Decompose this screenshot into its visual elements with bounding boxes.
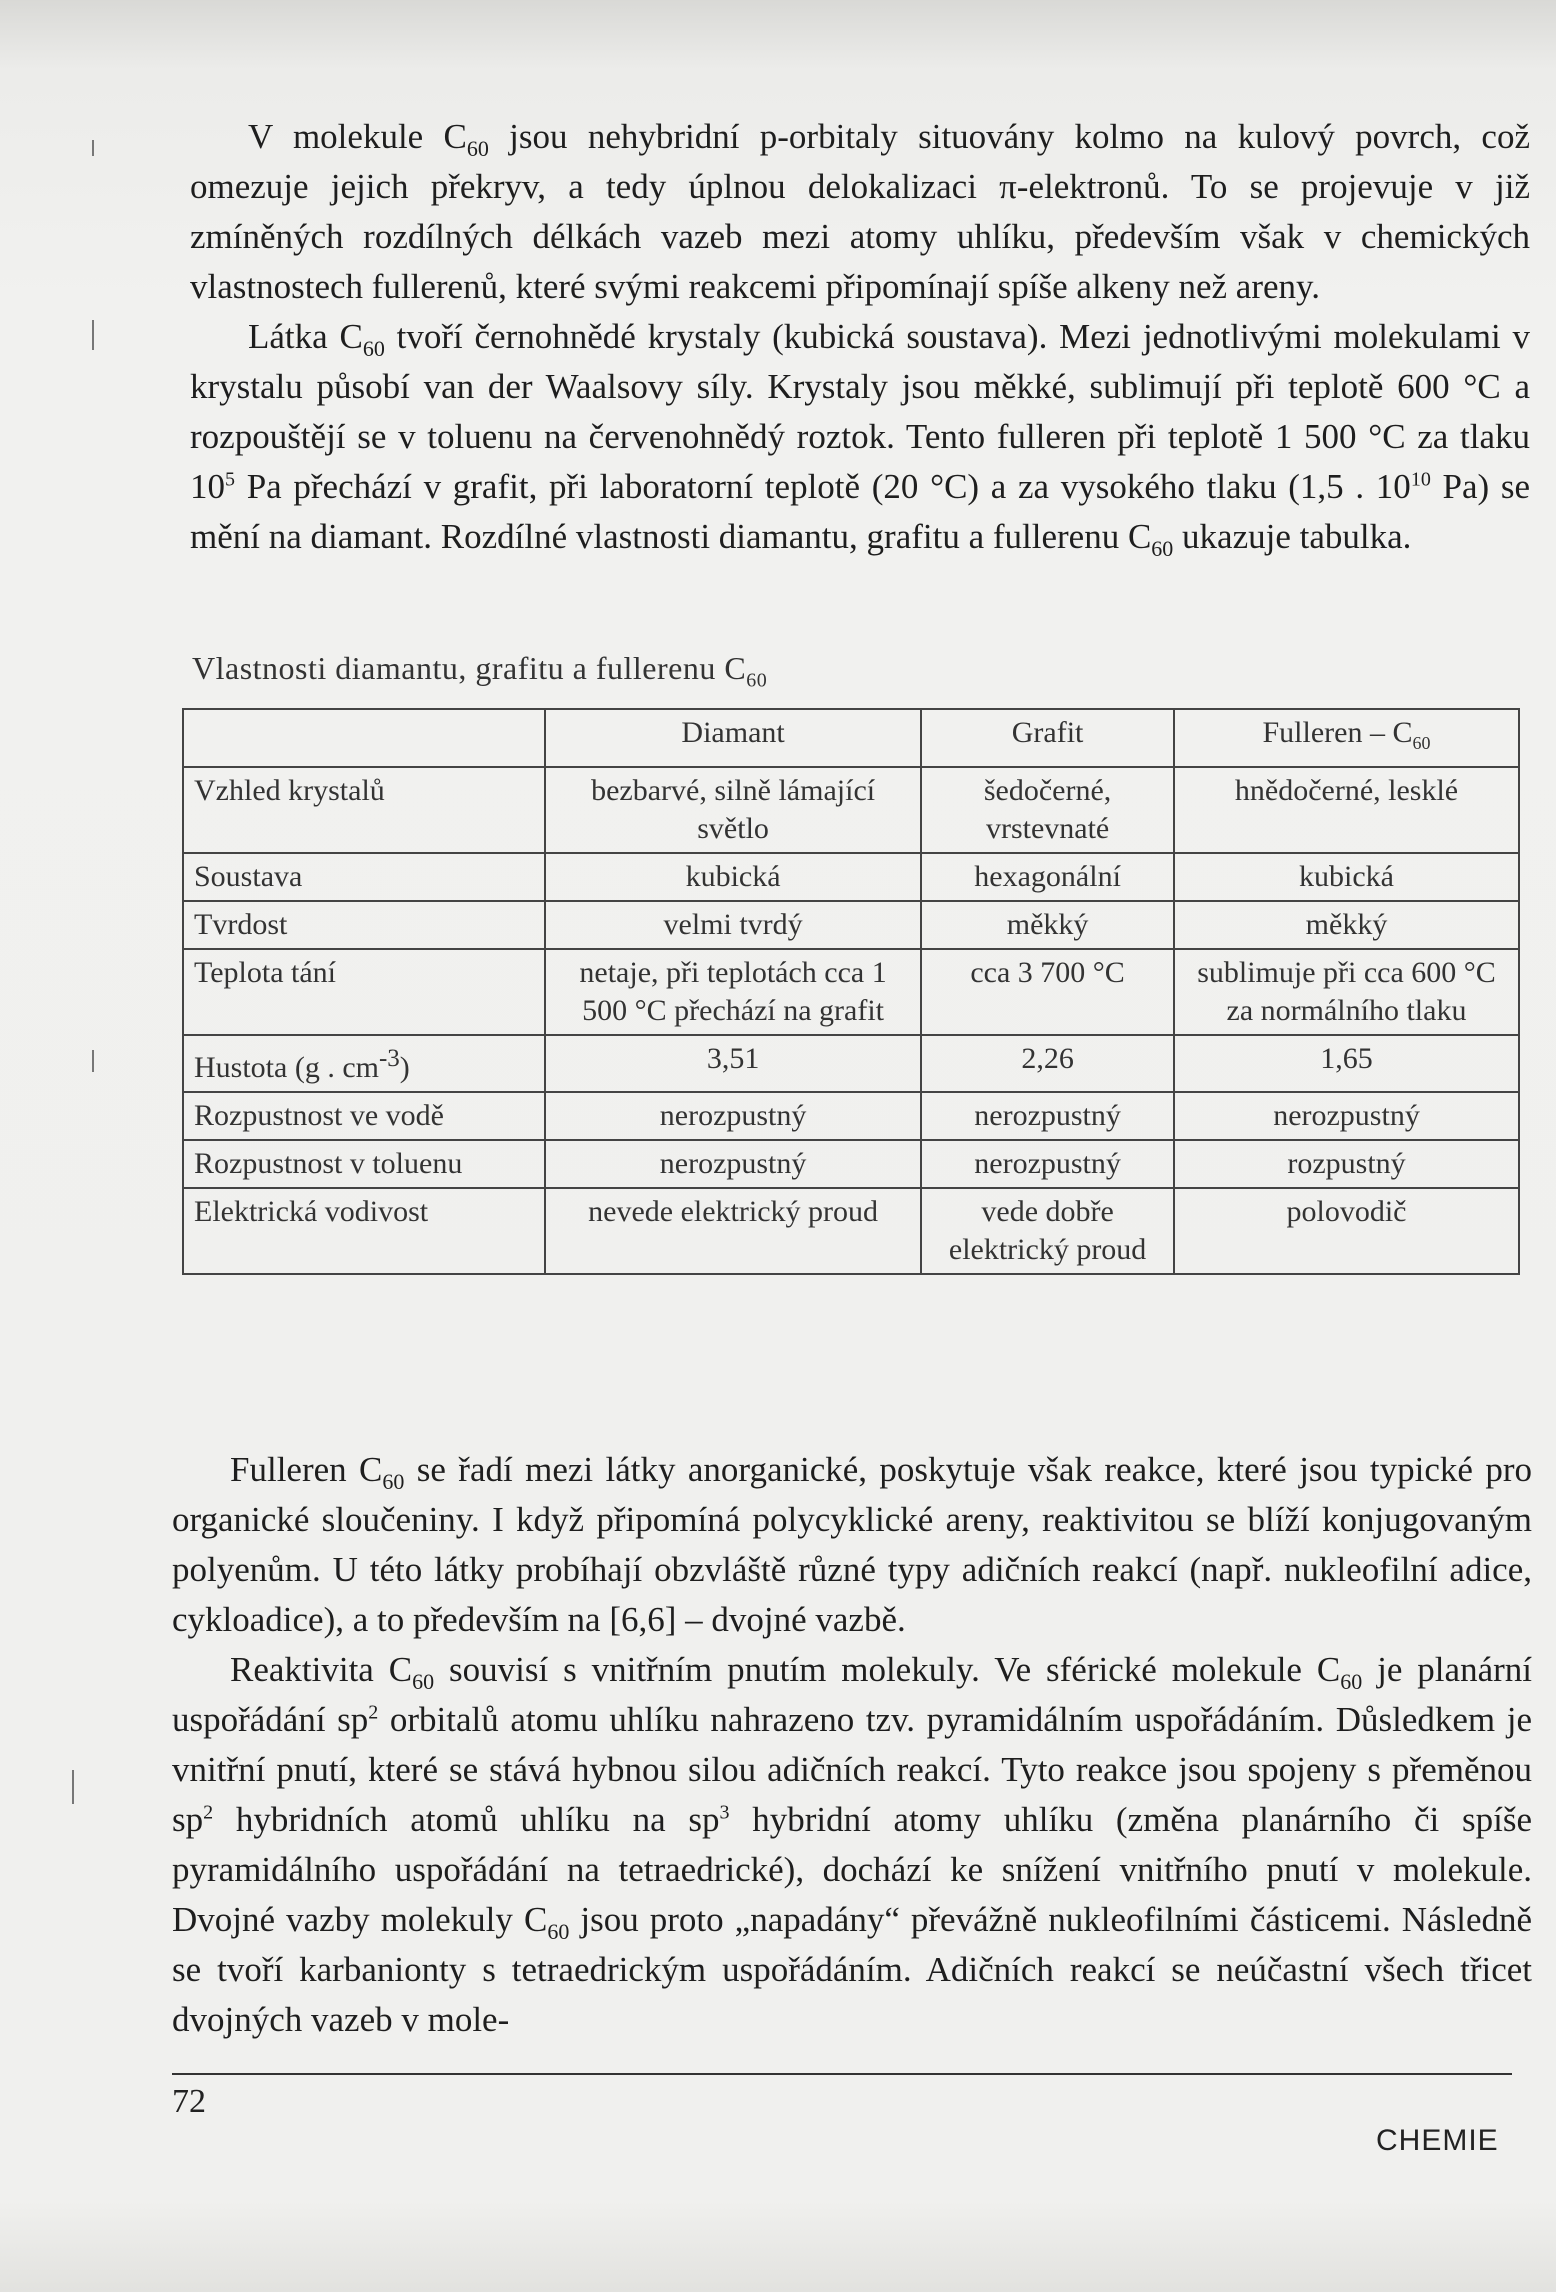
cell-grafit: šedočerné, vrstevnaté [921, 767, 1174, 853]
cell-fulleren: sublimuje při cca 600 °C za normálního tlaku [1174, 949, 1519, 1035]
cell-grafit: měkký [921, 901, 1174, 949]
cell-diamant: nerozpustný [545, 1092, 921, 1140]
cell-grafit: hexagonální [921, 853, 1174, 901]
row-label: Soustava [183, 853, 545, 901]
margin-mark [92, 140, 94, 156]
header-diamant: Diamant [545, 709, 921, 767]
cell-fulleren: kubická [1174, 853, 1519, 901]
row-label: Elektrická vodivost [183, 1188, 545, 1274]
margin-mark [92, 320, 94, 350]
table-corner-cell [183, 709, 545, 767]
footer-rule [172, 2073, 1512, 2075]
table-row [183, 853, 1519, 901]
row-label: Rozpustnost v toluenu [183, 1140, 545, 1188]
cell-fulleren: nerozpustný [1174, 1092, 1519, 1140]
table-header-row [183, 709, 1519, 767]
table-row [183, 901, 1519, 949]
cell-grafit: cca 3 700 °C [921, 949, 1174, 1035]
cell-fulleren: polovodič [1174, 1188, 1519, 1274]
table-row [183, 1188, 1519, 1274]
paragraph: Reaktivita $C_{60}$ souvisí s vnitřním pnutím molekuly. Ve sférické molekule $C_{60}$ je planární uspořádání $sp^2$ orbitalů atomu uhlíku nahrazeno tzv. pyramidálním uspořádáním. Důsledkem je vnitřní pnutí, které se stává hybnou silou adičních reakcí. Tyto reakce jsou spojeny s přeměnou $sp^2$ hybridních atomů uhlíku na $sp^3$ hybridní atomy uhlíku (změna planárního či spíše pyramidálního uspořádání na tetraedrické), dochází ke snížení vnitřního pnutí v molekule. Dvojné vazby molekuly $C_{60}$ jsou proto „napadány“ převážně nukleofilními částicemi. Následně se tvoří karbanionty s tetraedrickým uspořádáním. Adičních reakcí se neúčastní všech třicet dvojných vazeb v mole- [172, 1650, 1533, 2039]
paragraph: V molekule $C_{60}$ jsou nehybridní p-orbitaly situovány kolmo na kulový povrch, což omezuje jejich překryv, a tedy úplnou delokalizaci π-elektronů. To se projevuje v již zmíněných rozdílných délkách vazeb mezi atomy uhlíku, především však v chemických vlastnostech fullerenů, které svými reakcemi připomínají spíše alkeny než areny. [190, 117, 1530, 306]
cell-diamant: bezbarvé, silně lámající světlo [545, 767, 921, 853]
cell-diamant: nevede elektrický proud [545, 1188, 921, 1274]
properties-table [182, 708, 1520, 1275]
row-label: Vzhled krystalů [183, 767, 545, 853]
cell-diamant: nerozpustný [545, 1140, 921, 1188]
cell-diamant: velmi tvrdý [545, 901, 921, 949]
cell-fulleren: 1,65 [1174, 1035, 1519, 1092]
cell-diamant: kubická [545, 853, 921, 901]
cell-grafit: nerozpustný [921, 1140, 1174, 1188]
margin-mark [72, 1770, 74, 1804]
margin-mark [92, 1050, 94, 1072]
table-caption: Vlastnosti diamantu, grafitu a fullerenu $C_{60}$ [192, 650, 768, 692]
paragraph: Fulleren $C_{60}$ se řadí mezi látky anorganické, poskytuje však reakce, které jsou typické pro organické sloučeniny. I když připomíná polycyklické areny, reaktivitou se blíží konjugovaným polyenům. U této látky probíhají obzvláště různé typy adičních reakcí (např. nukleofilní adice, cykloadice), a to především na [6,6] – dvojné vazbě. [172, 1450, 1532, 1639]
cell-grafit: nerozpustný [921, 1092, 1174, 1140]
body-text [172, 1445, 1532, 2045]
intro-text [190, 112, 1530, 562]
row-label: Rozpustnost ve vodě [183, 1092, 545, 1140]
cell-diamant: 3,51 [545, 1035, 921, 1092]
table-row [183, 1035, 1519, 1092]
table-row [183, 767, 1519, 853]
cell-fulleren: měkký [1174, 901, 1519, 949]
row-label: Teplota tání [183, 949, 545, 1035]
cell-diamant: netaje, při teplotách cca 1 500 °C přechází na grafit [545, 949, 921, 1035]
cell-fulleren: hnědočerné, lesklé [1174, 767, 1519, 853]
header-fulleren: Fulleren – $C_{60}$ [1174, 709, 1519, 767]
table-row [183, 949, 1519, 1035]
header-grafit: Grafit [921, 709, 1174, 767]
cell-fulleren: rozpustný [1174, 1140, 1519, 1188]
cell-grafit: vede dobře elektrický proud [921, 1188, 1174, 1274]
paragraph: Látka $C_{60}$ tvoří černohnědé krystaly (kubická soustava). Mezi jednotlivými molekulami v krystalu působí van der Waalsovy síly. Krystaly jsou měkké, sublimují při teplotě 600 °C a rozpouštějí se v toluenu na červenohnědý roztok. Tento fulleren při teplotě 1 500 °C za tlaku $10^5$ Pa přechází v grafit, při laboratorní teplotě (20 °C) a za vysokého tlaku (1,5 . $10^{10}$ Pa) se mění na diamant. Rozdílné vlastnosti diamantu, grafitu a fullerenu $C_{60}$ ukazuje tabulka. [190, 317, 1530, 561]
page-number: 72 [172, 2083, 206, 2120]
cell-grafit: 2,26 [921, 1035, 1174, 1092]
table-row [183, 1140, 1519, 1188]
table-row [183, 1092, 1519, 1140]
journal-name: CHEMIE [1376, 2124, 1499, 2157]
row-label: Tvrdost [183, 901, 545, 949]
row-label: Hustota (g . $cm^{-3}$) [183, 1035, 545, 1092]
